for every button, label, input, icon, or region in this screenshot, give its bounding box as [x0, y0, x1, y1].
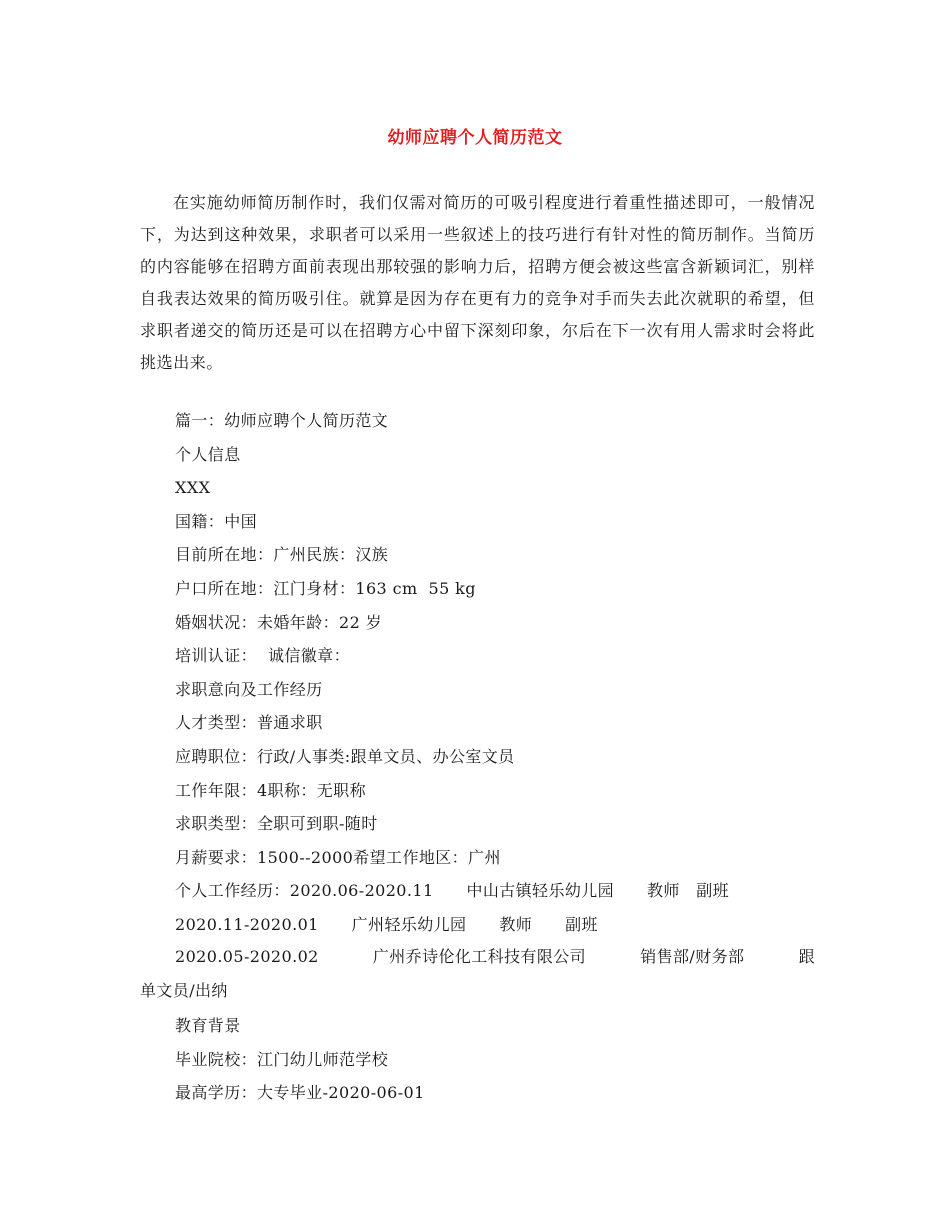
- work-role-continued: 单文员/出纳: [140, 980, 228, 1000]
- work-experience-entry: [140, 940, 815, 1007]
- work-company: 广州乔诗伦化工科技有限公司: [372, 947, 587, 966]
- resume-lines: [175, 404, 729, 942]
- work-period: 2020.05-2020.02: [175, 947, 319, 966]
- resume-line: 毕业院校：江门幼儿师范学校: [175, 1049, 389, 1069]
- resume-line: XXX: [175, 478, 211, 498]
- section-heading: 个人信息: [175, 444, 241, 464]
- resume-line: 户口所在地：江门身材：163 cm 55 kg: [175, 578, 476, 598]
- resume-line: 培训认证： 诚信徽章：: [175, 646, 350, 666]
- section-heading: 求职意向及工作经历: [175, 679, 323, 699]
- intro-paragraph: 在实施幼师简历制作时，我们仅需对简历的可吸引程度进行着重性描述即可，一般情况下，为达到这种效果，求职者可以采用一些叙述上的技巧进行有针对性的简历制作。当简历的内容能够在招聘方面前表现出那较强的影响力后，招聘方便会被这些富含新颖词汇，别样自我表达效果的简历吸引住。就算是因为存在更有力的竞争对手而失去此次就职的希望，但求职者递交的简历还是可以在招聘方心中留下深刻印象，尔后在下一次有用人需求时会将此挑选出来。: [140, 193, 815, 372]
- document-title: 幼师应聘个人简历范文: [387, 128, 563, 148]
- education-lines: [175, 1009, 425, 1110]
- section-heading: 篇一：幼师应聘个人简历范文: [175, 411, 389, 430]
- resume-line: 目前所在地：广州民族：汉族: [175, 545, 389, 565]
- resume-line: 国籍：中国: [175, 511, 258, 531]
- resume-line: 工作年限：4职称：无职称: [175, 780, 366, 800]
- resume-line: 婚姻状况：未婚年龄：22 岁: [175, 612, 383, 632]
- work-experience-row: [140, 940, 815, 974]
- work-experience-line: 2020.11-2020.01 广州轻乐幼儿园 教师 副班: [175, 914, 598, 934]
- resume-line: 最高学历：大专毕业-2020-06-01: [175, 1083, 425, 1103]
- resume-line: 应聘职位：行政/人事类:跟单文员、办公室文员: [175, 746, 515, 766]
- section-heading: 教育背景: [175, 1016, 241, 1035]
- resume-line: 月薪要求：1500--2000希望工作地区：广州: [175, 847, 501, 867]
- resume-line: 人才类型：普通求职: [175, 713, 323, 733]
- work-experience-line: 个人工作经历：2020.06-2020.11 中山古镇轻乐幼儿园 教师 副班: [175, 881, 730, 901]
- work-role-start: 跟: [798, 947, 815, 966]
- work-department: 销售部/财务部: [640, 947, 745, 966]
- resume-line: 求职类型：全职可到职-随时: [175, 814, 378, 834]
